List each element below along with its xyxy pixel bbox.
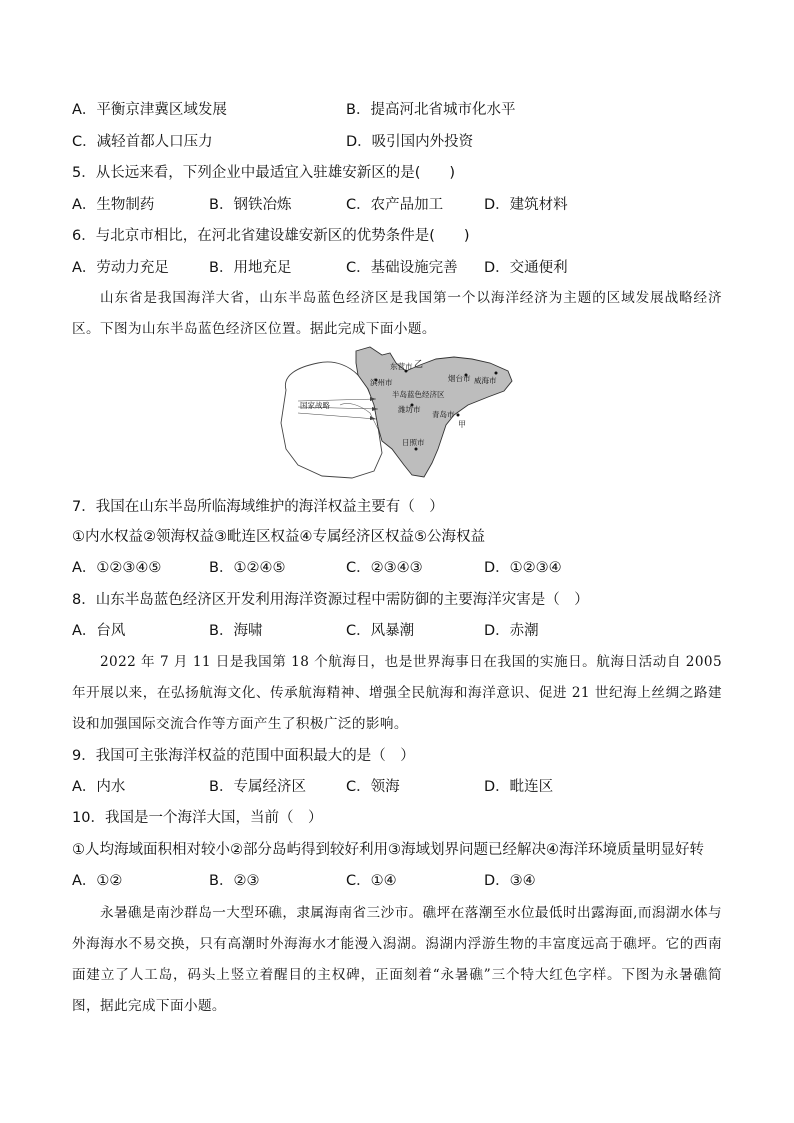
q10-items: ①人均海域面积相对较小②部分岛屿得到较好利用③海域划界问题已经解决④海洋环境质量明显好转: [72, 842, 704, 858]
q10-option-c: C．①④: [346, 873, 397, 889]
q4-option-b: B．提高河北省城市化水平: [346, 102, 516, 118]
q10-option-a: A．①②: [72, 873, 123, 889]
label-yi: 乙: [414, 360, 424, 370]
q7-stem: 7．我国在山东半岛所临海域维护的海洋权益主要有（ ）: [72, 499, 444, 515]
q9-stem: 9．我国可主张海洋权益的范围中面积最大的是（ ）: [72, 748, 415, 764]
label-zone: 半岛蓝色经济区: [392, 390, 445, 399]
q10-stem: 10．我国是一个海洋大国，当前（ ）: [72, 810, 323, 826]
passage-navigation-day: 2022 年 7 月 11 日是我国第 18 个航海日，也是世界海事日在我国的实施日。航海日活动自 2005 年开展以来，在弘扬航海文化、传承航海精神、增强全民航海和海洋意识、促进 21 世纪海上丝绸之路建设和加强国际交流合作等方面产生了积极广泛的影响。: [72, 654, 722, 732]
q4-option-c: C．减轻首都人口压力: [72, 134, 213, 150]
q9-option-c: C．领海: [346, 779, 400, 795]
q9-option-b: B．专属经济区: [209, 779, 306, 795]
q6-stem: 6．与北京市相比，在河北省建设雄安新区的优势条件是( ): [72, 228, 470, 244]
label-dongying: 东营市: [390, 362, 413, 371]
q8-option-c: C．风暴潮: [346, 623, 415, 639]
q7-option-d: D．①②③④: [484, 560, 562, 576]
weihai-dot: [495, 372, 498, 375]
label-rizhao: 日照市: [402, 438, 425, 447]
label-yantai: 烟台市: [448, 374, 471, 383]
q9-option-d: D．毗连区: [484, 779, 554, 795]
q8-stem: 8．山东半岛蓝色经济区开发利用海洋资源过程中需防御的主要海洋灾害是（ ）: [72, 592, 589, 608]
label-strategy: 国家战略: [300, 401, 330, 410]
q7-option-c: C．②③④③: [346, 560, 423, 576]
q5-option-c: C．农产品加工: [346, 197, 444, 213]
q8-option-d: D．赤潮: [484, 623, 539, 639]
q7-option-b: B．①②④⑤: [209, 560, 286, 576]
passage-yongshu-reef: 永暑礁是南沙群岛一大型环礁，隶属海南省三沙市。礁坪在落潮至水位最低时出露海面,而潟湖水体与外海海水不易交换，只有高潮时外海海水才能漫入潟湖。潟湖内浮游生物的丰富度远高于礁坪。它的西南面建立了人工岛，码头上竖立着醒目的主权碑，正面刻着“永暑礁”三个特大红色字样。下图为永暑礁简图，据此完成下面小题。: [72, 905, 722, 1014]
rizhao-dot: [415, 448, 418, 451]
label-weihai: 威海市: [474, 376, 497, 385]
label-weifang: 潍坊市: [398, 405, 421, 414]
q5-stem: 5．从长远来看，下列企业中最适宜入驻雄安新区的是( ): [72, 165, 456, 181]
q9-option-a: A．内水: [72, 779, 126, 795]
label-binzhou: 滨州市: [370, 378, 393, 387]
passage-shandong: 山东省是我国海洋大省，山东半岛蓝色经济区是我国第一个以海洋经济为主题的区域发展战略经济区。下图为山东半岛蓝色经济区位置。据此完成下面小题。: [72, 290, 722, 337]
q5-option-d: D．建筑材料: [484, 197, 568, 213]
label-jia: 甲: [458, 420, 466, 429]
q5-option-b: B．钢铁冶炼: [209, 197, 292, 213]
q6-option-c: C．基础设施完善: [346, 260, 458, 276]
q10-option-b: B．②③: [209, 873, 260, 889]
q10-option-d: D．③④: [484, 873, 536, 889]
q7-items: ①内水权益②领海权益③毗连区权益④专属经济区权益⑤公海权益: [72, 529, 485, 545]
q6-option-d: D．交通便利: [484, 260, 568, 276]
q8-option-b: B．海啸: [209, 623, 263, 639]
q6-option-a: A．劳动力充足: [72, 260, 169, 276]
qingdao-dot: [457, 414, 460, 417]
q7-option-a: A．①②③④⑤: [72, 560, 162, 576]
label-qingdao: 青岛市: [432, 410, 455, 419]
q4-option-d: D．吸引国内外投资: [346, 134, 474, 150]
shandong-map: [278, 345, 514, 481]
q6-option-b: B．用地充足: [209, 260, 292, 276]
q8-option-a: A．台风: [72, 623, 126, 639]
q4-option-a: A．平衡京津冀区域发展: [72, 102, 227, 118]
q5-option-a: A．生物制药: [72, 197, 155, 213]
